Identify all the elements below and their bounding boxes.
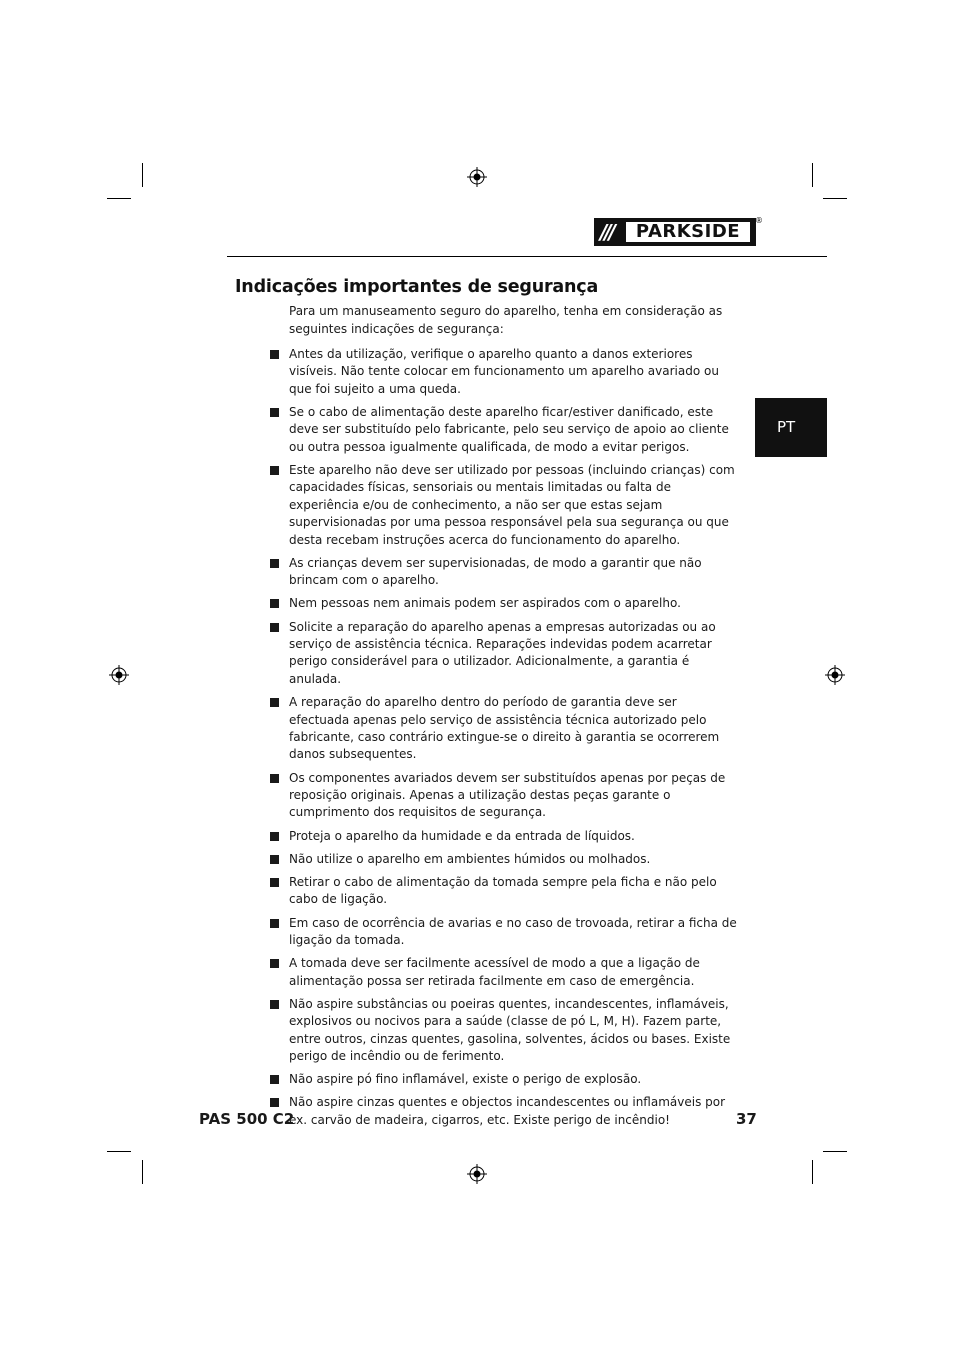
list-item [269, 346, 739, 398]
list-item-text: Não aspire pó fino inflamável, existe o perigo de explosão. [289, 1072, 642, 1087]
list-item [269, 955, 739, 990]
registration-mark-icon [467, 1164, 487, 1184]
square-bullet-icon [270, 855, 279, 864]
square-bullet-icon [270, 408, 279, 417]
crop-mark [107, 198, 131, 199]
registration-mark-icon [467, 167, 487, 187]
header-divider [227, 256, 827, 257]
square-bullet-icon [270, 774, 279, 783]
list-item [269, 595, 739, 612]
parkside-logo [594, 216, 763, 246]
page-number: 37 [736, 1110, 757, 1128]
list-item [269, 851, 739, 868]
list-item-text: Não aspire cinzas quentes e objectos incandescentes ou inflamáveis por ex. carvão de madeira, cigarros, etc. Existe perigo de incêndio! [289, 1095, 726, 1127]
list-item [269, 1071, 739, 1088]
crop-mark [823, 198, 847, 199]
crop-mark [107, 1151, 131, 1152]
footer-model-name: PAS 500 C2 [199, 1110, 295, 1128]
safety-list [269, 346, 739, 1135]
list-item-text: Não aspire substâncias ou poeiras quentes, incandescentes, inflamáveis, explosivos ou nocivos para a saúde (classe de pó L, M, H). Fazem parte, entre outros, cinzas quentes, gasolina, solventes, ácidos ou bases. Existe perigo de incêndio ou de ferimento. [289, 996, 731, 1063]
list-item [269, 1094, 739, 1129]
list-item [269, 462, 739, 549]
crop-mark [142, 1160, 143, 1184]
square-bullet-icon [270, 878, 279, 887]
list-item [269, 694, 739, 764]
square-bullet-icon [270, 350, 279, 359]
list-item [269, 404, 739, 456]
language-tab: PT [755, 398, 827, 457]
square-bullet-icon [270, 1075, 279, 1084]
list-item-text: Se o cabo de alimentação deste aparelho ficar/estiver danificado, este deve ser substituído pelo fabricante, pelo seu serviço de apoio ao cliente ou outra pessoa igualmente qualificada, de modo a evitar perigos. [289, 405, 729, 454]
list-item [269, 770, 739, 822]
list-item-text: A reparação do aparelho dentro do período de garantia deve ser efectuada apenas pelo serviço de assistência técnica autorizado pelo fabricante, caso contrário extingue-se o direito à garantia se ocorrerem danos subsequentes. [289, 695, 720, 762]
list-item [269, 874, 739, 909]
logo-wordmark: PARKSIDE [626, 222, 750, 242]
list-item-text: Em caso de ocorrência de avarias e no caso de trovoada, retirar a ficha de ligação da tomada. [289, 915, 737, 947]
square-bullet-icon [270, 599, 279, 608]
crop-mark [812, 163, 813, 187]
list-item [269, 619, 739, 689]
square-bullet-icon [270, 1000, 279, 1009]
crop-mark [812, 1160, 813, 1184]
square-bullet-icon [270, 623, 279, 632]
list-item-text: Nem pessoas nem animais podem ser aspirados com o aparelho. [289, 596, 681, 611]
list-item-text: Antes da utilização, verifique o aparelho quanto a danos exteriores visíveis. Não tente colocar em funcionamento um aparelho avariado ou que foi sujeito a uma queda. [289, 347, 719, 396]
list-item-text: Este aparelho não deve ser utilizado por pessoas (incluindo crianças) com capacidades físicas, sensoriais ou mentais limitadas ou falta de experiência e/ou de conhecimento, a não ser que estas sejam supervisionadas por uma pessoa responsável pela sua segurança ou que desta recebam instruções acerca do funcionamento do aparelho. [289, 463, 735, 547]
list-item-text: A tomada deve ser facilmente acessível de modo a que a ligação de alimentação possa ser retirada facilmente em caso de emergência. [289, 956, 700, 988]
square-bullet-icon [270, 466, 279, 475]
list-item-text: Os componentes avariados devem ser substituídos apenas por peças de reposição originais. Apenas a utilização destas peças garante o cumprimento dos requisitos de segurança. [289, 770, 726, 820]
list-item [269, 555, 739, 590]
intro-paragraph: Para um manuseamento seguro do aparelho, tenha em consideração as seguintes indicações de segurança: [289, 304, 723, 336]
registration-mark-icon [825, 665, 845, 685]
square-bullet-icon [270, 832, 279, 841]
list-item [269, 915, 739, 950]
list-item-text: Não utilize o aparelho em ambientes húmidos ou molhados. [289, 851, 651, 866]
registered-mark: ® [755, 216, 763, 225]
list-item [269, 828, 739, 845]
square-bullet-icon [270, 959, 279, 968]
registration-mark-icon [109, 665, 129, 685]
crop-mark [142, 163, 143, 187]
logo-slashes: /// [600, 220, 613, 244]
section-heading: Indicações importantes de segurança [235, 277, 599, 297]
list-item [269, 996, 739, 1066]
list-item-text: Solicite a reparação do aparelho apenas a empresas autorizadas ou ao serviço de assistência técnica. Reparações indevidas podem acarretar perigo considerável para o utilizador. Adicionalmente, a garantia é anulada. [289, 619, 716, 686]
square-bullet-icon [270, 698, 279, 707]
list-item-text: Retirar o cabo de alimentação da tomada sempre pela ficha e não pelo cabo de ligação. [289, 874, 717, 907]
square-bullet-icon [270, 919, 279, 928]
square-bullet-icon [270, 559, 279, 568]
square-bullet-icon [270, 1098, 279, 1107]
list-item-text: As crianças devem ser supervisionadas, de modo a garantir que não brincam com o aparelho. [289, 555, 702, 588]
list-item-text: Proteja o aparelho da humidade e da entrada de líquidos. [289, 828, 635, 843]
crop-mark [823, 1151, 847, 1152]
